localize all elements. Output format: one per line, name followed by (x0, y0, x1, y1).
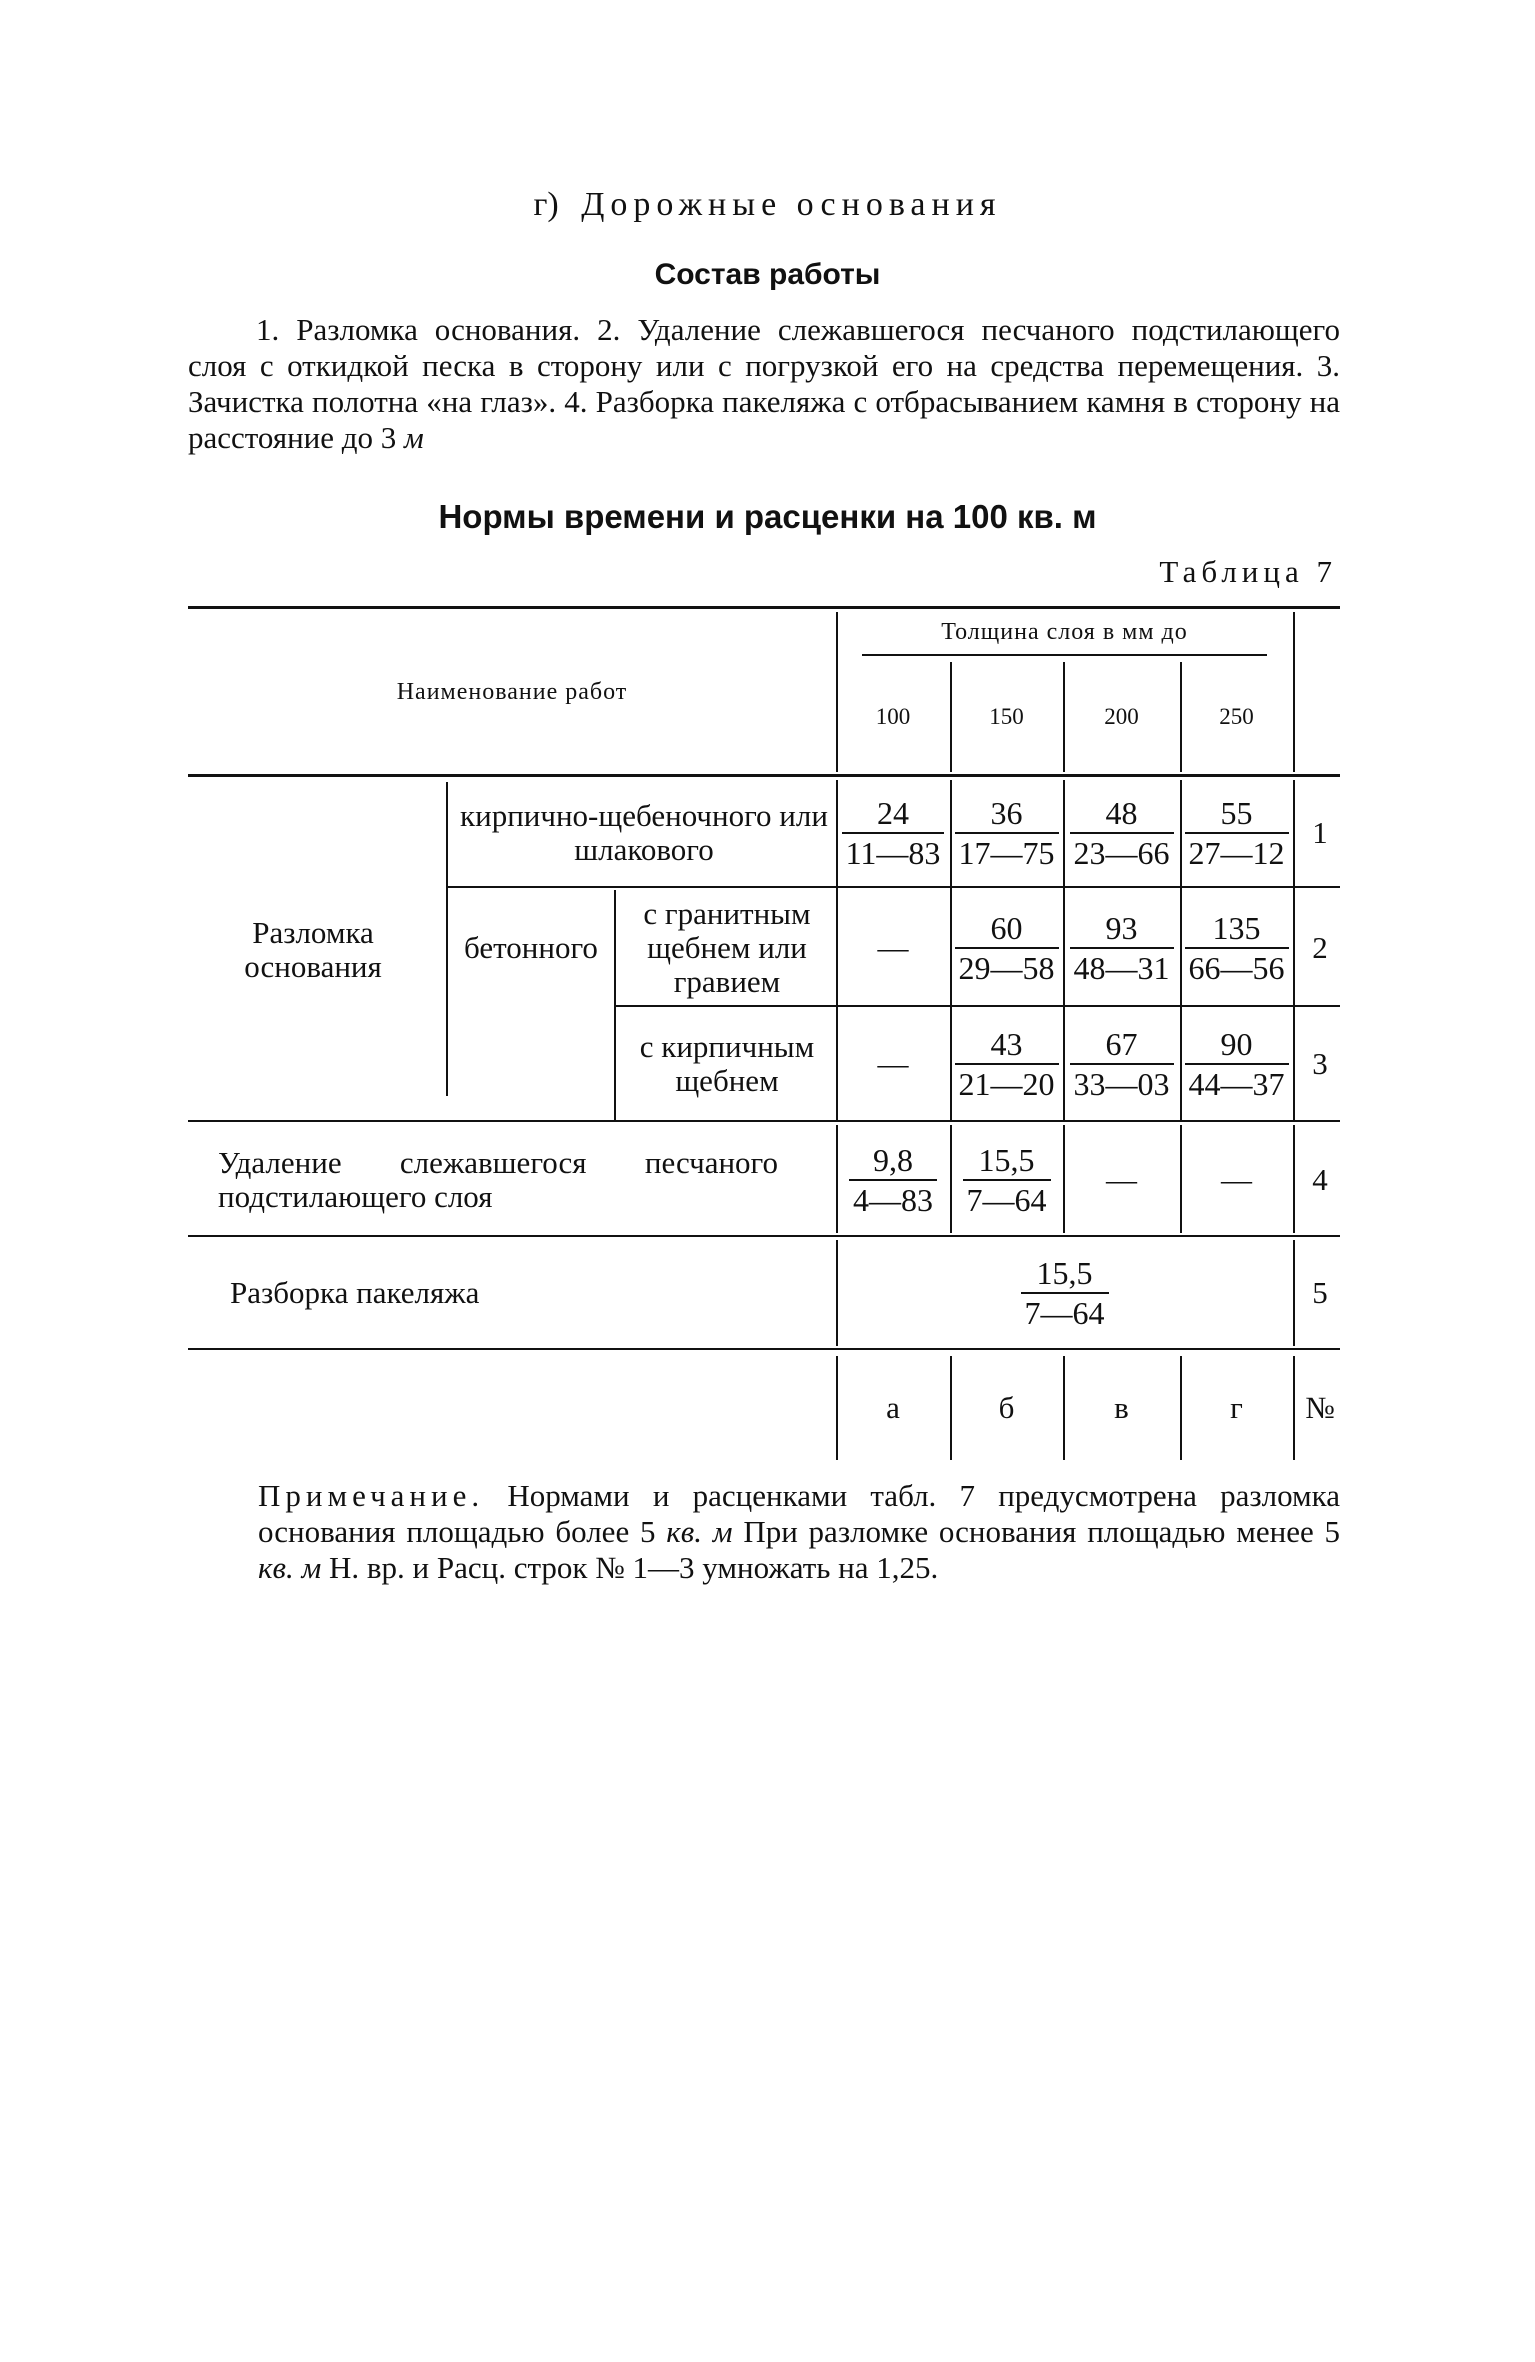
row3-c-norm: 67 (1105, 1026, 1138, 1062)
row5-number: 5 (1312, 1275, 1328, 1310)
row3-label: с кирпичным щебнем (639, 1029, 815, 1098)
row1-a-norm: 24 (877, 795, 909, 831)
row2-d-rate: 66—56 (1185, 947, 1289, 987)
header-thickness-200: 200 (1104, 704, 1139, 729)
note-label: Примечание. (258, 1478, 485, 1513)
row2-value-d (1180, 890, 1293, 1005)
note-text-2: При разломке основания площадью менее 5 (743, 1514, 1340, 1549)
row3-d-norm: 90 (1220, 1026, 1253, 1062)
row4-b-norm: 15,5 (978, 1141, 1035, 1178)
work-composition-text (188, 312, 1340, 456)
row4-value-b (950, 1124, 1063, 1235)
row4-b-rate: 7—64 (963, 1179, 1051, 1219)
row1-a-rate: 11—83 (842, 832, 945, 872)
row1-value-d (1180, 780, 1293, 886)
note-text-3: Н. вр. и Расц. строк № 1—3 умножать на 1,25. (329, 1550, 939, 1585)
row2-b-rate: 29—58 (955, 947, 1059, 987)
row4-value-c: — (1106, 1161, 1137, 1197)
group-label-breaking: Разломка основания (244, 915, 382, 984)
row5-label: Разборка пакеляжа (230, 1275, 480, 1310)
section-title-text: Дорожные основания (581, 186, 1002, 223)
row2-bottom-rule (614, 1005, 1340, 1007)
row2-b-norm: 60 (990, 909, 1023, 946)
work-composition-unit: м (404, 420, 424, 455)
row4-number: 4 (1312, 1161, 1328, 1197)
col-number-left-header (1293, 612, 1295, 772)
note-unit-1: кв. м (666, 1514, 733, 1549)
row2-number: 2 (1312, 929, 1328, 965)
footer-letter-d: г (1230, 1390, 1243, 1425)
header-thickness-100: 100 (875, 704, 911, 729)
footer-letter-b: б (998, 1390, 1015, 1425)
row1-value-a (836, 780, 950, 886)
header-bottom-rule (188, 774, 1340, 777)
row2-d-norm: 135 (1212, 909, 1261, 946)
note-unit-2: кв. м (258, 1550, 322, 1585)
row1-d-rate: 27—12 (1185, 832, 1289, 872)
row4-value-a (836, 1124, 950, 1235)
row1-b-rate: 17—75 (955, 832, 1059, 872)
row4-value-d: — (1221, 1161, 1252, 1197)
table-label: Таблица 7 (1159, 554, 1337, 589)
row5-value-merged (836, 1238, 1293, 1348)
group-bottom-rule (188, 1120, 1340, 1122)
row4-bottom-rule (188, 1235, 1340, 1237)
header-thickness: Толщина слоя в мм до (941, 619, 1188, 645)
row1-bottom-rule (446, 886, 1340, 888)
row1-value-b (950, 780, 1063, 886)
footer-letter-c: в (1114, 1390, 1129, 1425)
section-letter: г) (533, 186, 559, 223)
row2-c-rate: 48—31 (1070, 947, 1174, 987)
row1-number: 1 (1312, 815, 1328, 850)
row1-value-c (1063, 780, 1180, 886)
table-top-rule (188, 606, 1340, 609)
footer-letter-a: а (886, 1390, 900, 1425)
row1-c-norm: 48 (1105, 795, 1138, 831)
row5-norm: 15,5 (1036, 1255, 1093, 1291)
row2-c-norm: 93 (1105, 909, 1138, 946)
row4-label: Удаление слежавшегося песчаного подстилающего слоя (218, 1144, 778, 1214)
work-composition-body: 1. Разломка основания. 2. Удаление слежавшегося песчаного подстилающего слоя с откидкой песка в сторону или с погрузкой его на средства перемещения. 3. Зачистка полотна «на глаз». 4. Разборка пакеляжа с отбрасыванием камня в сторону на расстояние до 3 (188, 312, 1340, 455)
row4-a-rate: 4—83 (849, 1179, 937, 1219)
row1-d-norm: 55 (1220, 795, 1253, 831)
row2-value-a: — (877, 929, 909, 965)
row3-b-norm: 43 (990, 1026, 1023, 1062)
row3-value-c (1063, 1008, 1180, 1120)
header-thickness-150: 150 (989, 704, 1024, 729)
row3-value-d (1180, 1008, 1293, 1120)
work-composition-heading: Состав работы (654, 258, 881, 291)
header-work-name: Наименование работ (396, 679, 628, 705)
row3-d-rate: 44—37 (1185, 1063, 1289, 1103)
row2-label-main: бетонного (464, 929, 598, 965)
row1-label: кирпично-щебеночного или шлакового (460, 798, 828, 867)
norms-heading: Нормы времени и расценки на 100 кв. м (438, 498, 1097, 535)
header-thickness-250: 250 (1219, 704, 1254, 729)
row3-value-a: — (877, 1046, 909, 1081)
row2-value-b (950, 890, 1063, 1005)
row1-b-norm: 36 (990, 795, 1023, 831)
row1-c-rate: 23—66 (1070, 832, 1174, 872)
row5-rate: 7—64 (1021, 1292, 1109, 1332)
row3-b-rate: 21—20 (955, 1063, 1059, 1103)
concrete-divider (614, 890, 616, 1120)
section-title (0, 186, 1535, 224)
row2-value-c (1063, 890, 1180, 1005)
footer-number-sign: № (1305, 1390, 1335, 1425)
table-note (258, 1478, 1340, 1586)
row5-bottom-rule (188, 1348, 1340, 1350)
row3-c-rate: 33—03 (1070, 1063, 1174, 1103)
row3-value-b (950, 1008, 1063, 1120)
thickness-header-rule (862, 654, 1267, 656)
row3-number: 3 (1312, 1046, 1328, 1081)
note-text-1: Нормами и расценками табл. 7 предусмотрена разломка основания площадью более 5 (258, 1478, 1340, 1549)
row2-label: с гранитным щебнем или гравием (643, 895, 811, 999)
row4-a-norm: 9,8 (873, 1141, 913, 1178)
